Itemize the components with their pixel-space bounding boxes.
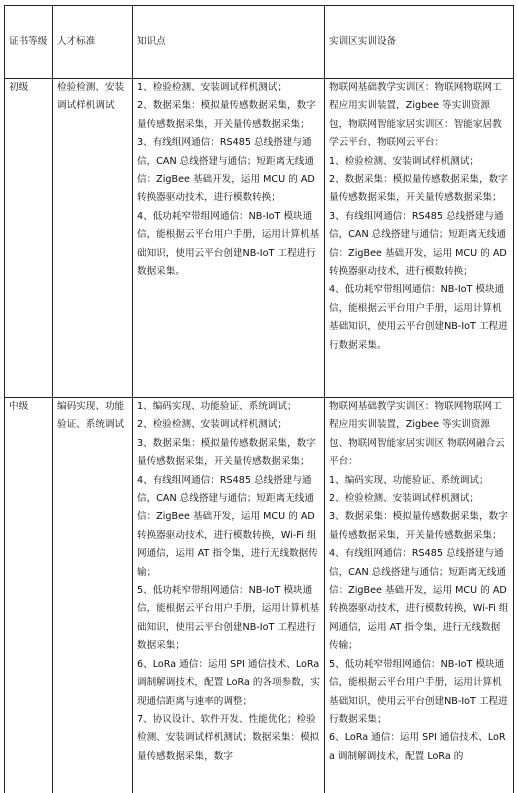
equipment-item: 物联网基础教学实训区：物联网物联网工程应用实训装置，Zigbee 等实训资源包、物联网智能家居实训区 物联网融合云平台： <box>329 401 505 468</box>
training-standards-table <box>4 5 514 793</box>
table-row-intermediate <box>5 398 514 793</box>
knowledge-item: 4、低功耗窄带组网通信：NB-IoT 模块通信，能根据云平台用户手册，运用计算机基础知识，使用云平台创建NB-IoT 工程进行数据采集。 <box>137 210 320 278</box>
cell-standard-intermediate: 编码实现、功能验证、系统调试 <box>53 398 133 793</box>
equipment-item: 1、编码实现、功能验证、系统调试； <box>329 474 489 486</box>
cell-level-junior: 初级 <box>5 79 53 398</box>
cell-equipment-intermediate <box>325 398 514 793</box>
knowledge-item: 4、有线组网通信：RS485 总线搭建与通信，CAN 总线搭建与通信；短距离无线通信：ZigBee 基础开发，运用 MCU 的 AD 转换器驱动技术，进行模数转换，Wi-Fi 组网通信，运用 AT 指令集，进行无线数据传输； <box>137 474 318 578</box>
equipment-item: 3、数据采集：模拟量传感数据采集，数字量传感数据采集，开关量传感数据采集； <box>329 511 508 541</box>
cell-knowledge-junior <box>133 79 325 398</box>
knowledge-item: 1、编码实现、功能验证、系统调试； <box>137 401 297 412</box>
equipment-item: 2、检验检测、安装调试样机测试； <box>329 493 480 505</box>
cell-equipment-junior <box>325 79 514 398</box>
header-knowledge-points: 知识点 <box>133 6 325 79</box>
equipment-item: 5、低功耗窄带组网通信：NB-IoT 模块通信，能根据云平台用户手册，运用计算机基础知识，使用云平台创建NB-IoT 工程进行数据采集； <box>329 658 508 725</box>
table-header-row <box>5 6 514 79</box>
knowledge-item: 7、协议设计、软件开发、性能优化；检验检测、安装调试样机测试；数据采集：模拟量传感数据采集，数字 <box>137 713 320 762</box>
knowledge-item: 1、检验检测、安装调试样机测试； <box>137 82 288 93</box>
header-training-equipment: 实训区实训设备 <box>325 6 514 79</box>
equipment-item: 物联网基础教学实训区：物联网物联网工程应用实训装置，Zigbee 等实训资源包，物联网智能家居实训区：智能家居教学云平台、物联网云平台： <box>329 82 502 149</box>
knowledge-item: 6、LoRa 通信：运用 SPI 通信技术、LoRa 调制解调技术，配置 LoRa 的各项参数，实现通信距离与速率的调整； <box>137 658 320 707</box>
equipment-item: 6、LoRa 通信：运用 SPI 通信技术、LoRa 调制解调技术，配置 LoRa 的 <box>329 732 506 762</box>
cell-level-intermediate: 中级 <box>5 398 53 793</box>
header-cert-level: 证书等级 <box>5 6 53 79</box>
knowledge-item: 2、数据采集：模拟量传感数据采集，数字量传感数据采集，开关量传感数据采集； <box>137 100 316 130</box>
equipment-item: 2、数据采集：模拟量传感数据采集，数字量传感数据采集，开关量传感数据采集； <box>329 174 508 204</box>
knowledge-item: 3、数据采集：模拟量传感数据采集，数字量传感数据采集，开关量传感数据采集； <box>137 437 316 468</box>
knowledge-item: 3、有线组网通信：RS485 总线搭建与通信，CAN 总线搭建与通信；短距离无线通信：ZigBee 基础开发，运用 MCU 的 AD 转换器驱动技术，进行模数转换； <box>137 137 315 204</box>
header-talent-standard: 人才标准 <box>53 6 133 79</box>
cell-standard-junior: 检验检测、安装调试样机调试 <box>53 79 133 398</box>
knowledge-item: 2、检验检测、安装调试样机测试； <box>137 419 288 431</box>
cell-knowledge-intermediate <box>133 398 325 793</box>
equipment-item: 3、有线组网通信：RS485 总线搭建与通信，CAN 总线搭建与通信；短距离无线通信：ZigBee 基础开发，运用 MCU 的 AD 转换器驱动技术，进行模数转换； <box>329 210 507 278</box>
knowledge-item: 5、低功耗窄带组网通信：NB-IoT 模块通信，能根据云平台用户手册，运用计算机基础知识，使用云平台创建NB-IoT 工程进行数据采集； <box>137 585 320 652</box>
table-row-junior <box>5 79 514 398</box>
equipment-item: 4、低功耗窄带组网通信：NB-IoT 模块通信，能根据云平台用户手册，运用计算机基础知识，使用云平台创建NB-IoT 工程进行数据采集。 <box>329 284 508 351</box>
equipment-item: 4、有线组网通信：RS485 总线搭建与通信，CAN 总线搭建与通信；短距离无线通信：ZigBee 基础开发，运用 MCU 的 AD 转换器驱动技术，进行模数转换，Wi-Fi 组网通信，运用 AT 指令集，进行无线数据传输； <box>329 548 509 652</box>
equipment-item: 1、检验检测、安装调试样机测试； <box>329 155 480 167</box>
